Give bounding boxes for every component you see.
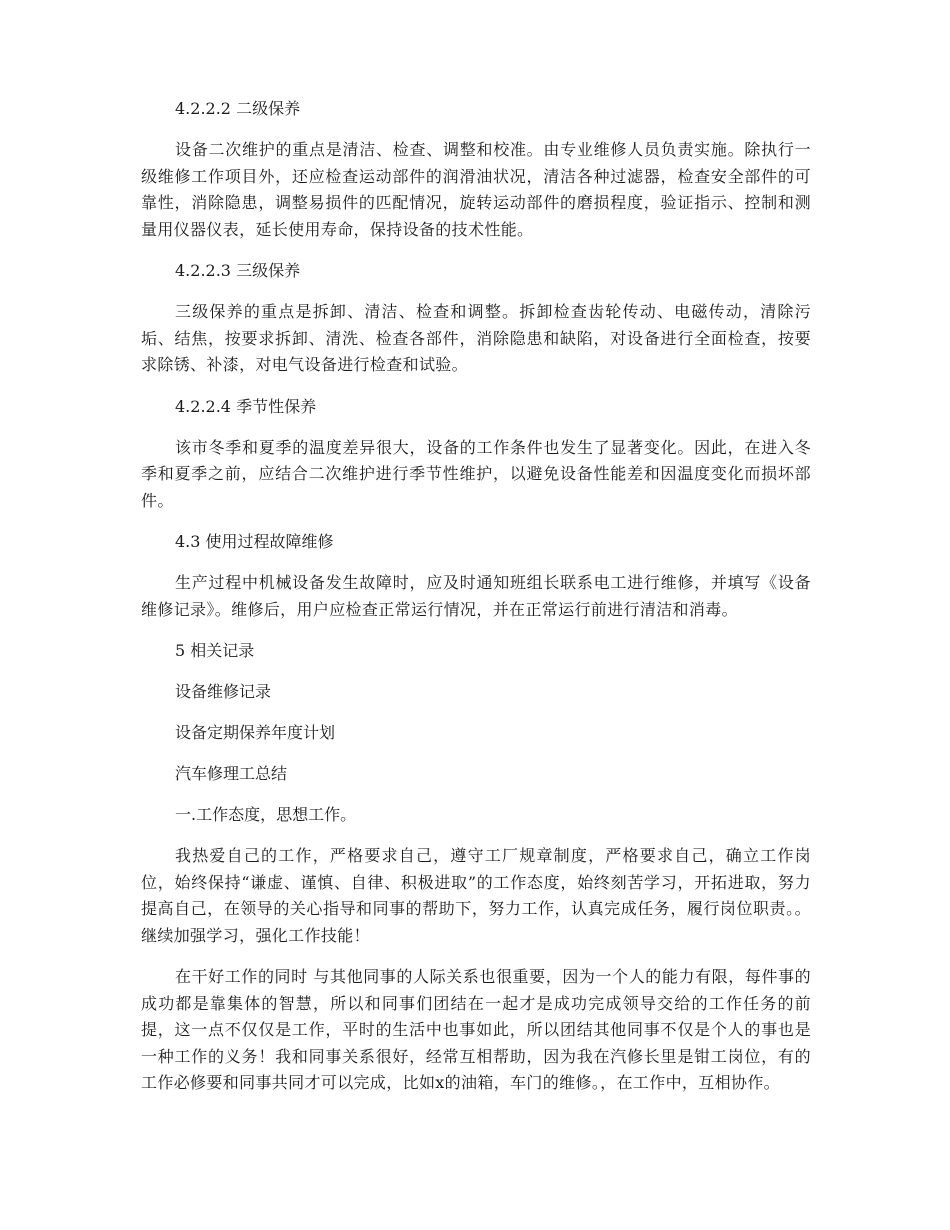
paragraph-secondary-maintenance: 设备二次维护的重点是清洁、检查、调整和校准。由专业维修人员负责实施。除执行一级维修工作项目外，还应检查运动部件的润滑油状况，清洁各种过滤器，检查安全部件的可靠性，消除隐患，调整易损件的匹配情况，旋转运动部件的磨损程度，验证指示、控制和测量用仪器仪表，延长使用寿命，保持设备的技术性能。 <box>141 140 811 239</box>
paragraph-tertiary-maintenance: 三级保养的重点是拆卸、清洁、检查和调整。拆卸检查齿轮传动、电磁传动，清除污垢、结焦，按要求拆卸、清洗、检查各部件，消除隐患和缺陷，对设备进行全面检查，按要求除锈、补漆，对电气设备进行检查和试验。 <box>141 302 811 374</box>
paragraph-seasonal-maintenance: 该市冬季和夏季的温度差异很大，设备的工作条件也发生了显著变化。因此，在进入冬季和夏季之前，应结合二次维护进行季节性维护，以避免设备性能差和因温度变化而损坏部件。 <box>141 437 811 510</box>
section-heading-4-2-2-4: 4.2.2.4 季节性保养 <box>175 396 317 416</box>
paragraph-teamwork: 在干好工作的同时 与其他同事的人际关系也很重要，因为一个人的能力有限，每件事的成功都是靠集体的智慧，所以和同事们团结在一起才是成功完成领导交给的工作任务的前提，这一点不仅仅是工作，平时的生活中也事如此，所以团结其他同事不仅是个人的事也是一种工作的义务！我和同事关系很好，经常互相帮助，因为我在汽修长里是钳工岗位，有的工作必修要和同事共同才可以完成，比如x的油箱，车门的维修。，在工作中，互相协作。 <box>141 967 811 1092</box>
document-body <box>141 96 811 1112</box>
section-heading-4-2-2-2: 4.2.2.2 二级保养 <box>175 99 301 118</box>
section-heading-work-attitude: 一.工作态度，思想工作。 <box>175 805 357 824</box>
section-heading-4-3: 4.3 使用过程故障维修 <box>175 532 334 551</box>
document-title-mechanic-summary: 汽车修理工总结 <box>175 764 288 783</box>
paragraph-fault-repair: 生产过程中机械设备发生故障时，应及时通知班组长联系电工进行维修，并填写《设备维修记录》。维修后，用户应检查正常运行情况，并在正常运行前进行清洁和消毒。 <box>141 573 811 619</box>
record-item-repair-log: 设备维修记录 <box>175 682 272 701</box>
section-heading-4-2-2-3: 4.2.2.3 三级保养 <box>175 261 301 280</box>
paragraph-work-attitude: 我热爱自己的工作，严格要求自己，遵守工厂规章制度，严格要求自己，确立工作岗位，始终保持“谦虚、谨慎、自律、积极进取”的工作态度，始终刻苦学习，开拓进取，努力提高自己，在领导的关心指导和同事的帮助下，努力工作，认真完成任务，履行岗位职责。。继续加强学习，强化工作技能！ <box>141 846 811 945</box>
section-heading-5: 5 相关记录 <box>175 641 255 660</box>
record-item-annual-plan: 设备定期保养年度计划 <box>175 723 336 742</box>
